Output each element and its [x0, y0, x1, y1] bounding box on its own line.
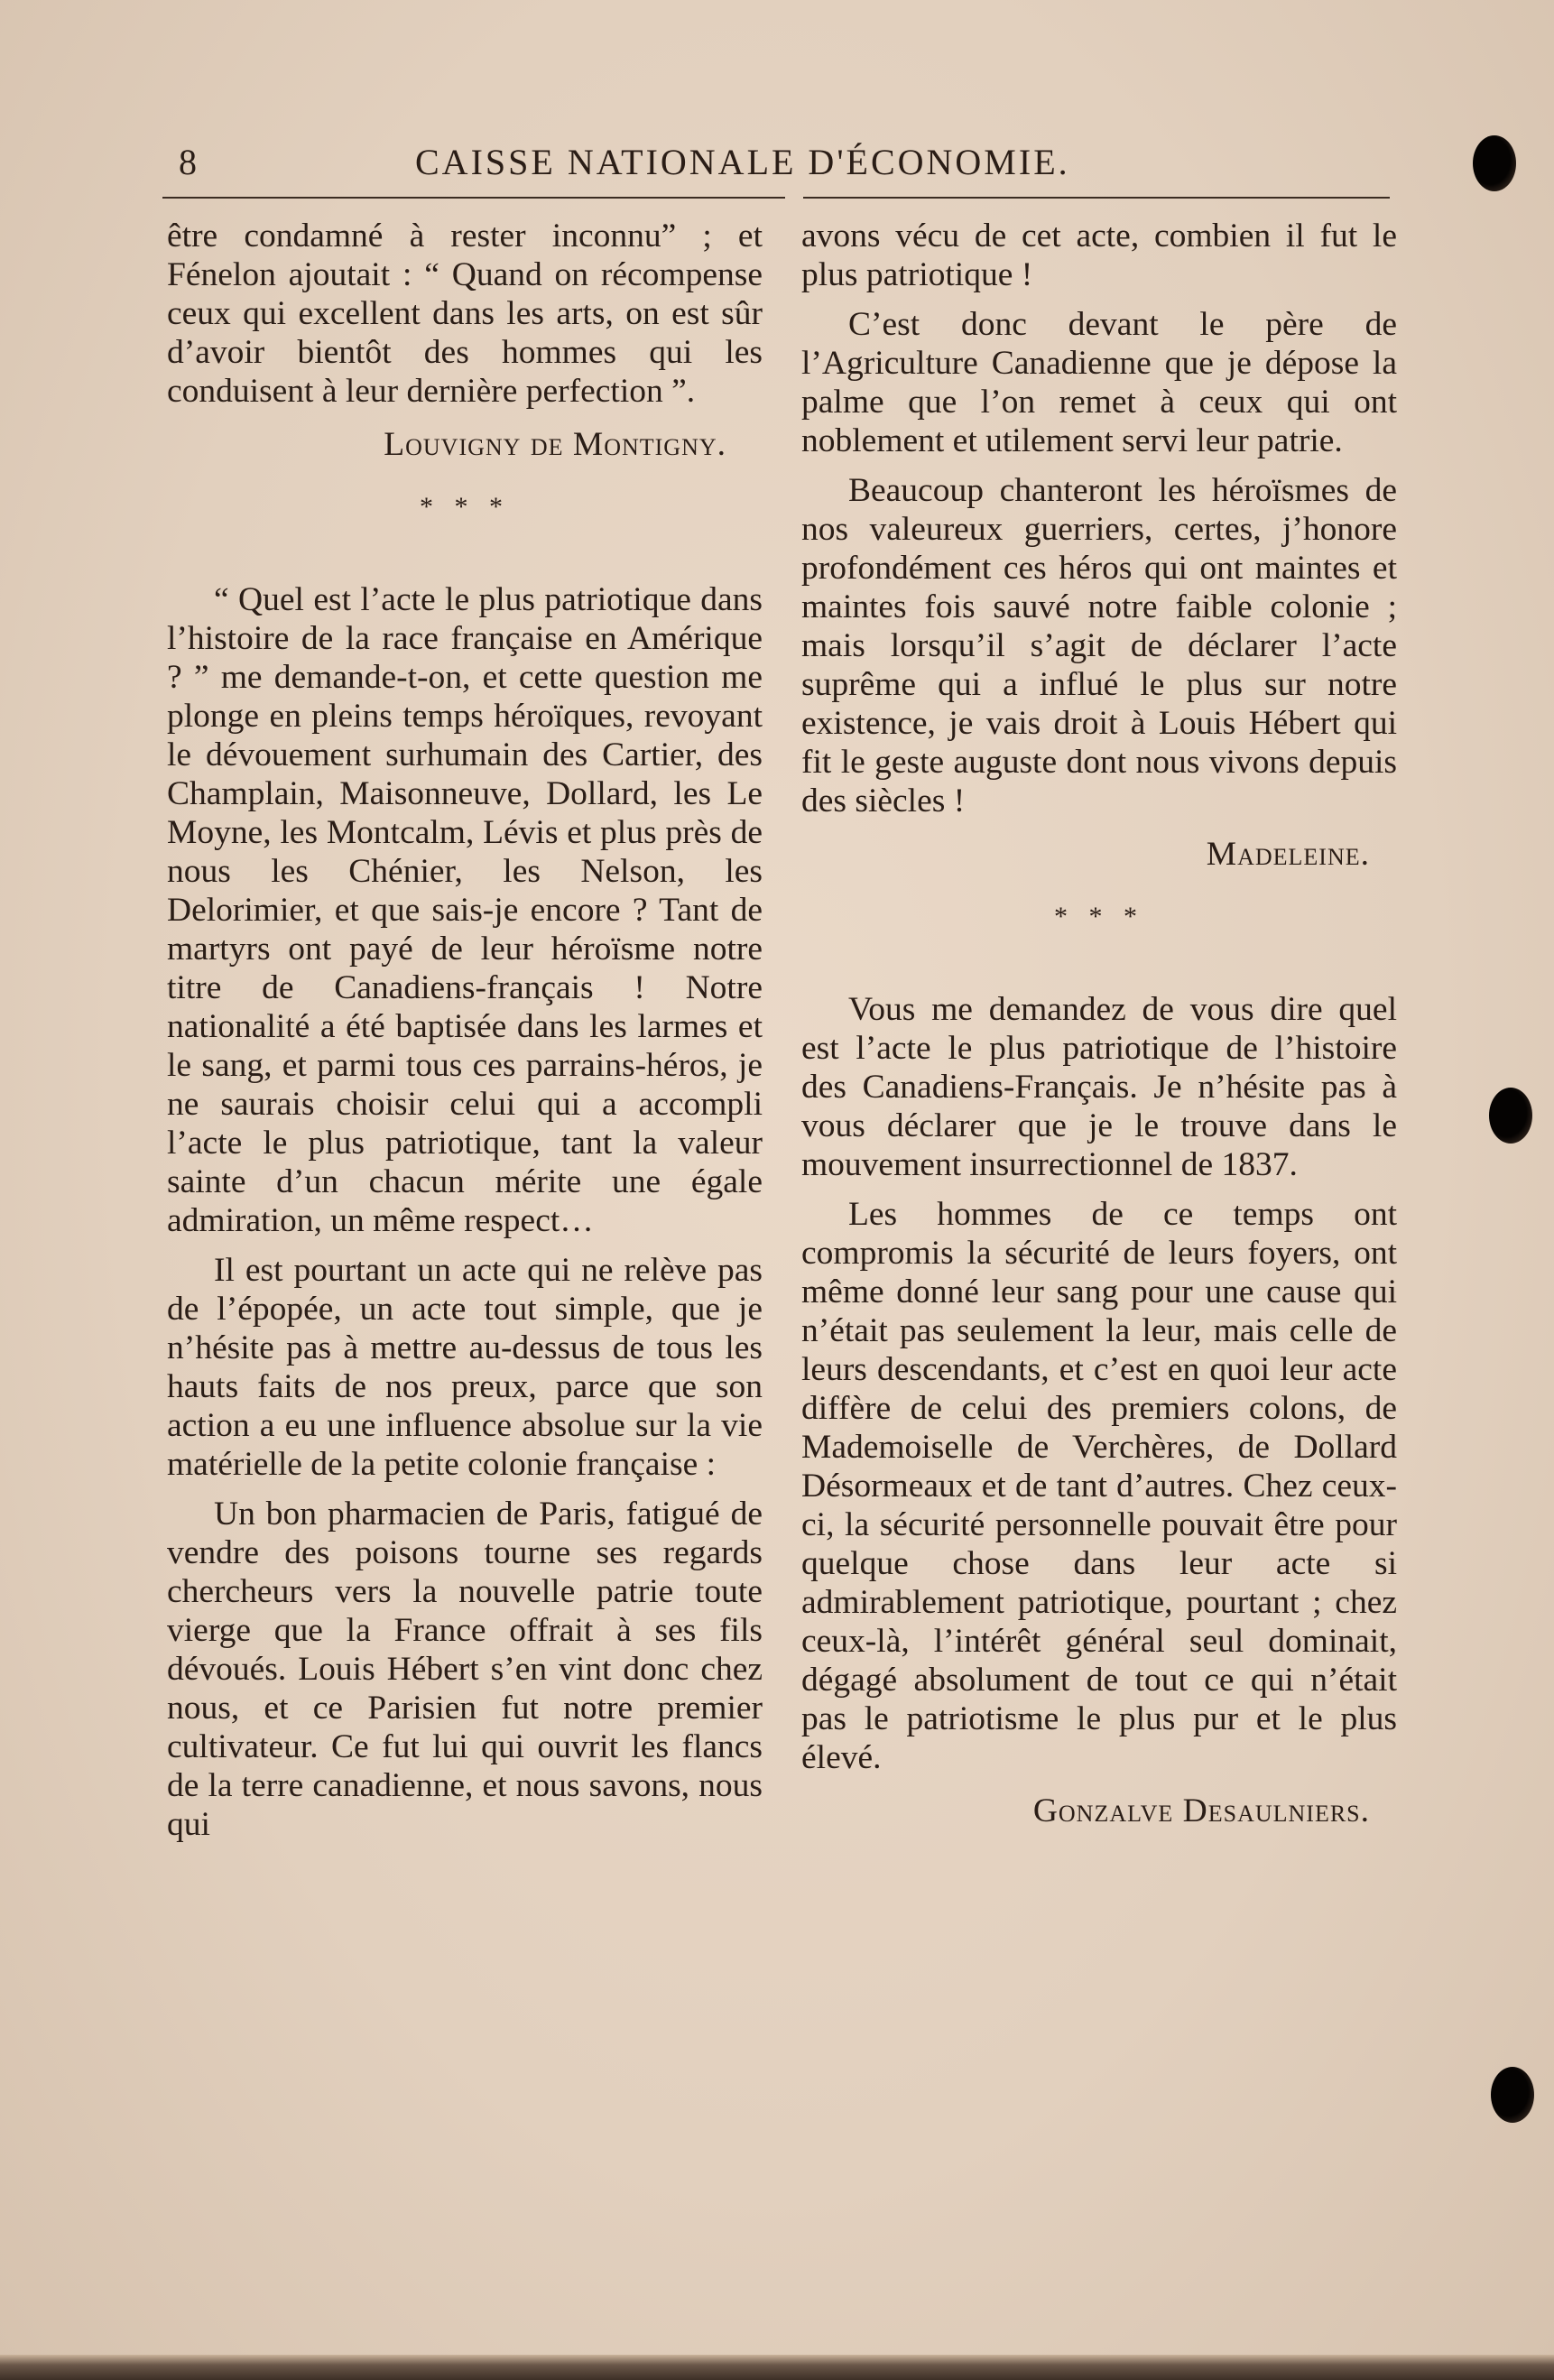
- header-rule-left: [162, 197, 785, 199]
- paragraph: avons vécu de cet acte, combien il fut le plus patriotique !: [801, 218, 1397, 293]
- section-separator: * * *: [420, 492, 510, 522]
- running-title: CAISSE NATIONALE D'ÉCONOMIE.: [415, 142, 1070, 182]
- paragraph: être condamné à rester inconnu” ; et Fénelon ajoutait : “ Quand on récompense ceux qui excellent dans les arts, on est sûr d’avoir bientôt des hommes qui les conduisent à leur dernière perfection ”.: [167, 218, 763, 410]
- left-column: [167, 217, 763, 1855]
- page-bottom-edge: [0, 2355, 1554, 2380]
- header-rule-right: [803, 197, 1390, 199]
- paragraph: Les hommes de ce temps ont compromis la sécurité de leurs foyers, ont même donné leur sang pour une cause qui n’était pas seulement la leur, mais celle de leurs descendants, et c’est en quoi leur acte diffère de celui des premiers colons, de Mademoiselle de Verchères, de Dollard Désormeaux et de tant d’autres. Chez ceux-ci, la sécurité personnelle pouvait être pour quelque chose dans leur acte si admirablement patriotique, pourtant ; chez ceux-là, l’intérêt général seul dominait, dégagé absolument de tout ce qui n’était pas le patriotisme le plus pur et le plus élevé.: [801, 1196, 1397, 1776]
- section-separator: * * *: [1054, 902, 1144, 931]
- binding-hole-icon: [1489, 1088, 1532, 1144]
- paragraph: Vous me demandez de vous dire quel est l’acte le plus patriotique de l’histoire des Canadiens-Français. Je n’hésite pas à vous déclarer que je le trouve dans le mouvement insurrectionnel de 1837.: [801, 991, 1397, 1183]
- author-signature: Louvigny de Montigny.: [384, 426, 726, 463]
- paragraph: “ Quel est l’acte le plus patriotique dans l’histoire de la race française en Amérique ? ” me demande-t-on, et cette question me plonge en pleins temps héroïques, revoyant le dévouement surhumain des Cartier, des Champlain, Maisonneuve, Dollard, les Le Moyne, les Montcalm, Lévis et plus près de nous les Chénier, les Nelson, les Delorimier, et que sais-je encore ? Tant de martyrs ont payé de leur héroïsme notre titre de Canadiens-français ! Notre nationalité a été baptisée dans les larmes et le sang, et parmi tous ces parrains-héros, je ne saurais choisir celui qui a accompli l’acte le plus patriotique, tant la valeur sainte d’un chacun mérite une égale admiration, un même respect…: [167, 581, 763, 1239]
- paragraph: Un bon pharmacien de Paris, fatigué de vendre des poisons tourne ses regards chercheurs vers la nouvelle patrie toute vierge que la France offrait à ses fils dévoués. Louis Hébert s’en vint donc chez nous, et ce Parisien fut notre premier cultivateur. Ce fut lui qui ouvrit les flancs de la terre canadienne, et nous savons, nous qui: [167, 1496, 763, 1843]
- binding-hole-icon: [1491, 2067, 1534, 2123]
- author-signature: Madeleine.: [1206, 836, 1370, 873]
- right-column: [801, 217, 1397, 1854]
- page-number: 8: [179, 142, 197, 182]
- paragraph: Il est pourtant un acte qui ne relève pas de l’épopée, un acte tout simple, que je n’hésite pas à mettre au-dessus de tous les hauts faits de nos preux, parce que son action a eu une influence absolue sur la vie matérielle de la petite colonie française :: [167, 1252, 763, 1483]
- paragraph: Beaucoup chanteront les héroïsmes de nos valeureux guerriers, certes, j’honore profondément ces héros qui ont maintes et maintes fois sauvé notre faible colonie ; mais lorsqu’il s’agit de déclarer l’acte suprême qui a influé le plus sur notre existence, je vais droit à Louis Hébert qui fit le geste auguste dont nous vivons depuis des siècles !: [801, 472, 1397, 820]
- binding-hole-icon: [1473, 135, 1516, 191]
- page-header: [162, 135, 1390, 190]
- paragraph: C’est donc devant le père de l’Agriculture Canadienne que je dépose la palme que l’on remet à ceux qui ont noblement et utilement servi leur patrie.: [801, 306, 1397, 459]
- author-signature: Gonzalve Desaulniers.: [1032, 1792, 1370, 1829]
